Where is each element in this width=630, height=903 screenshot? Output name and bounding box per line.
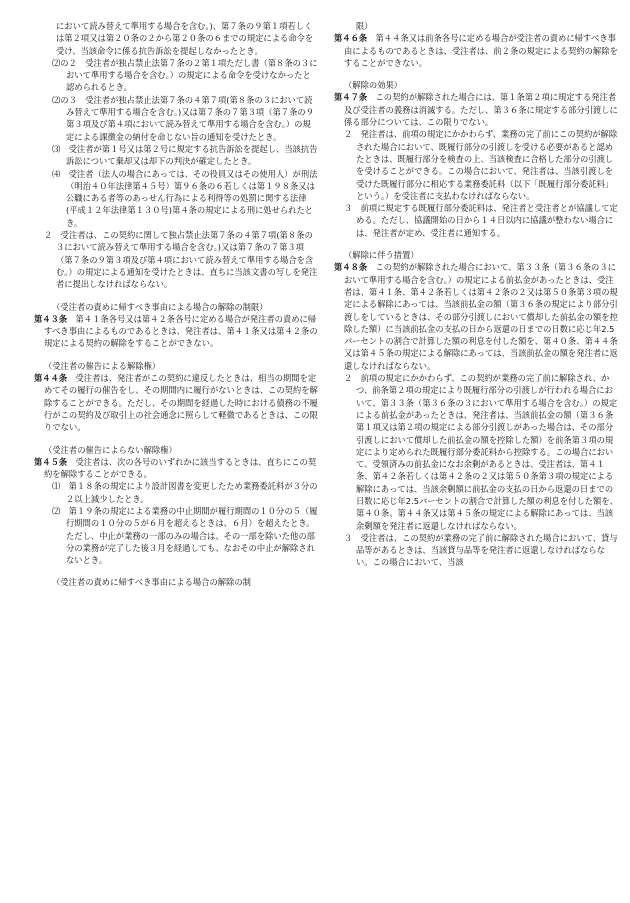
article-text: 受注者は、次の各号のいずれかに該当するときは、直ちにこの契約を解除することができる。 bbox=[44, 456, 317, 480]
body-paragraph: ⑴ 第１８条の規定により設計図書を変更したため業務委託料が３分の２以上減少したとき。 bbox=[52, 481, 318, 504]
right-column bbox=[334, 20, 618, 891]
body-paragraph: ⑵ 第１９条の規定による業務の中止期間が履行期間の１０分の５（履行期間の１０分の５が６月を超えるときは、６月）を超えたとき。ただし、中止が業務の一部のみの場合は、その一部を除いた他の部分の業務が完了した後３月を経過しても、なおその中止が解除されないとき。 bbox=[52, 505, 318, 566]
paragraph-gap bbox=[334, 239, 618, 249]
paragraph-gap bbox=[34, 350, 318, 360]
body-paragraph: ２ 前項の規定にかかわらず、この契約が業務の完了前に解除され、かつ、前条第２項の規定により既履行部分の引渡しが行われる場合において、第３３条（第３６条の３において準用する場合を含む。）の規定による前払金があったときは、発注者は、当該前払金の額（第３６条第１項又は第２項の規定による部分引渡しがあった場合は、その部分引渡しにおいて償却した前払金の額を控除した額）を前条第３項の規定により定められた既履行部分委託料から控除する。この場合において、受領済みの前払金になお余剰があるときは、受注者は、第４１条、第４２条若しくは第４２条の２又は第５０条第３項の規定による解除にあっては、当該余剰額に前払金の支払の日から返還の日までの日数に応じ年2.5パーセントの割合で計算した額の利息を付した額を、第４０条、第４４条又は第４５条の規定による解除にあっては、当該余剰額を発注者に返還しなければならない。 bbox=[344, 373, 618, 531]
body-paragraph: （受注者の責めに帰すべき事由による場合の解除の制限） bbox=[52, 301, 268, 312]
body-paragraph: ２ 受注者は、この契約に関して独占禁止法第７条の４第７項(第８条の３において読み替えて準用する場合を含む。)又は第７条の７第３項（第７条の９第３項及び第４項において読み替えて準用する場合を含む。）の規定による通知を受けたときは、直ちに当該文書の写しを発注者に提出しなければならない。 bbox=[44, 230, 318, 290]
section-heading: （受注者の催告によらない解除権） bbox=[44, 444, 177, 455]
article-text: この契約が解除された場合には、第１条第２項に規定する発注者及び受注者の義務は消滅する。ただし、第３６条に規定する部分引渡しに係る部分については、この限りでない。 bbox=[344, 92, 618, 128]
article-number: 第４５条 bbox=[34, 456, 68, 467]
body-paragraph: ⑵の３ 受注者が独占禁止法第７条の４第７項(第８条の３において読み替えて準用する場合を含む。)又は第７条の７第３項（第７条の９第３項及び第４項において読み替えて準用する場合を含む。）の規定による課徴金の納付を命じない旨の通知を受けたとき。 bbox=[52, 94, 314, 142]
article-text: この契約が解除された場合において、第３３条（第３６条の３において準用する場合を含む。）の規定による前払金があったときは、受注者は、第４１条、第４２条若しくは第４２条の２又は第５０条第３項の規定による解除にあっては、当該前払金の額（第３６条の規定により部分引渡しをしているときは、その部分引渡しにおいて償却した前払金の額を控除した額）に当該前払金の支払の日から返還の日までの日数に応じ年2.5パーセントの割合で計算した額の利息を付した額を、第４０条、第４４条又は第４５条の規定による解除にあっては、当該前払金の額を発注者に返還しなければならない。 bbox=[344, 262, 618, 371]
section-heading: （受注者の催告による解除権） bbox=[44, 360, 161, 371]
article-paragraph bbox=[34, 372, 318, 433]
body-paragraph: ３ 受注者は、この契約が業務の完了前に解除された場合において、貸与品等があるときは、当該貸与品等を発注者に返還しなければならない。この場合において、当該 bbox=[344, 532, 618, 568]
article-text: 第４４条又は前条各号に定める場合が受注者の責めに帰すべき事由によるものであるときは、受注者は、前２条の規定による契約の解除をすることができない。 bbox=[344, 33, 618, 68]
body-paragraph: （受注者の責めに帰すべき事由による場合の解除の制 bbox=[52, 577, 251, 588]
article-number: 第４３条 bbox=[34, 313, 68, 324]
article-number: 第４４条 bbox=[34, 373, 68, 384]
section-heading: （解除の効果） bbox=[344, 80, 403, 91]
body-paragraph: ⑶ 受注者が第１号又は第２号に規定する抗告訴訟を提起し、当該抗告訴訟について棄却又は却下の判決が確定したとき。 bbox=[52, 143, 318, 167]
body-paragraph: ２ 発注者は、前項の規定にかかわらず、業務の完了前にこの契約が解除された場合において、既履行部分の引渡しを受ける必要があると認めたときは、既履行部分を検査の上、当該検査に合格した部分の引渡しを受けることができる。この場合において、発注者は、当該引渡しを受けた既履行部分に相応する業務委託料（以下「既履行部分委託料」という。）を受注者に支払わなければならない。 bbox=[344, 129, 618, 201]
paragraph-gap bbox=[34, 434, 318, 444]
paragraph-gap bbox=[34, 291, 318, 301]
article-text: 受注者は、発注者がこの契約に違反したときは、相当の期間を定めてその履行の催告をし、その期間内に履行がないときは、この契約を解除することができる。ただし、その期間を経過した時における債務の不履行がこの契約及び取引上の社会通念に照らして軽微であるときは、この限りでない。 bbox=[44, 373, 318, 433]
body-paragraph: ３ 前項に規定する既履行部分委託料は、発注者と受注者とが協議して定める。ただし、協議開始の日から１４日以内に協議が整わない場合には、発注者が定め、受注者に通知する。 bbox=[344, 203, 618, 238]
article-paragraph bbox=[334, 32, 618, 69]
left-column bbox=[34, 20, 318, 891]
article-paragraph bbox=[334, 261, 618, 372]
article-number: 第４７条 bbox=[334, 92, 368, 103]
body-paragraph: ⑵の２ 受注者が独占禁止法第７条の２第１項ただし書（第８条の３において準用する場合を含む。）の規定による命令を受けなかったと認められるとき。 bbox=[52, 57, 318, 93]
article-paragraph bbox=[34, 313, 318, 350]
article-number: 第４８条 bbox=[334, 262, 368, 273]
section-heading: （解除に伴う措置） bbox=[344, 250, 419, 261]
paragraph-gap bbox=[334, 69, 618, 79]
paragraph-gap bbox=[34, 566, 318, 576]
article-number: 第４６条 bbox=[334, 33, 368, 44]
body-paragraph: ⑷ 受注者（法人の場合にあっては、その役員又はその使用人）が刑法（明治４０年法律第４５号）第９６条の６若しくは第１９８条又は公職にある者等のあっせん行為による利得等の処罰に関する法律(平成１２年法律第１３０号)第４条の規定による刑に処せられたとき。 bbox=[52, 168, 318, 228]
article-paragraph bbox=[34, 456, 318, 481]
body-paragraph: において読み替えて準用する場合を含む。)、第７条の９第１項若しくは第２項又は第２０条の２から第２０条の６までの規定による命令を受け、当該命令に係る抗告訴訟を提起しなかったとき。 bbox=[56, 21, 314, 56]
body-paragraph: 限） bbox=[356, 21, 373, 31]
article-paragraph bbox=[334, 91, 618, 128]
article-text: 第４１条各号又は第４２条各号に定める場合が発注者の責めに帰すべき事由によるものであるときは、発注者は、第４１条又は第４２条の規定による契約の解除をすることができない。 bbox=[44, 313, 318, 349]
